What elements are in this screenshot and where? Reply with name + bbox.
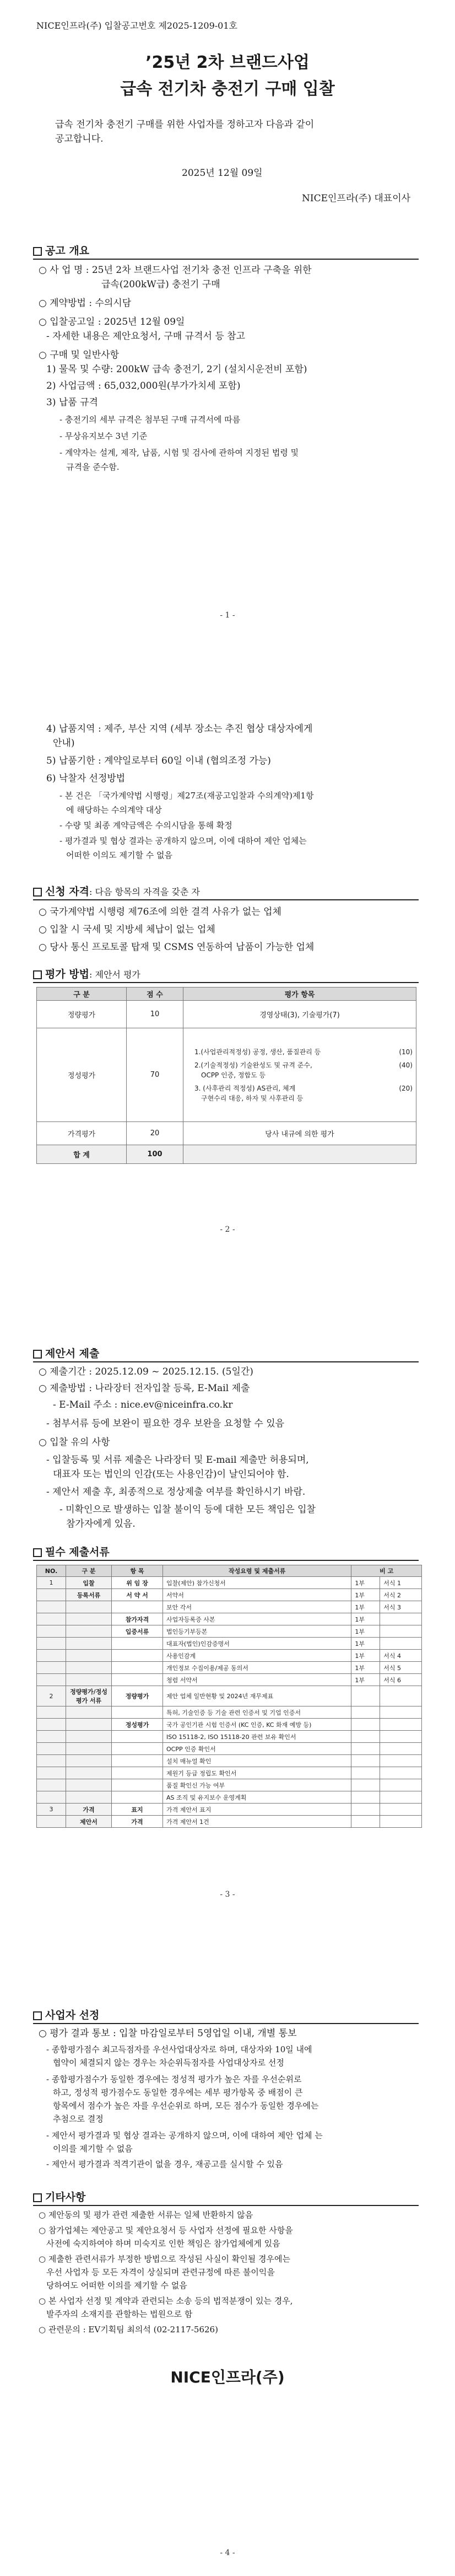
- table-row: [37, 1589, 422, 1601]
- misc-line: 당하여도 어떠한 이의를 제기할 수 없음: [46, 2280, 187, 2290]
- table-row: [37, 1662, 422, 1674]
- selection-line: - 제안서 평가결과 적격기관이 없을 경우, 재공고를 실시할 수 있음: [46, 2159, 283, 2169]
- table-cell: [112, 1791, 163, 1804]
- overview-line: - 충전기의 세부 규격은 첨부된 구매 규격서에 따름: [59, 415, 241, 425]
- table-cell: [380, 1706, 422, 1719]
- overview-line: - 무상유지보수 3년 기준: [59, 431, 148, 441]
- table-cell: 서식 4: [380, 1650, 422, 1662]
- table-cell: [112, 1731, 163, 1743]
- table-cell: 1부: [351, 1625, 380, 1638]
- table-cell: 3: [37, 1804, 66, 1816]
- table-row: [37, 1650, 422, 1662]
- table-cell: [66, 1706, 112, 1719]
- selection-line: ○ 평가 결과 통보 : 입찰 마감일로부터 5영업일 이내, 개별 통보: [39, 2028, 297, 2039]
- selection-line: 이의를 제기할 수 없음: [53, 2144, 133, 2154]
- table-cell: [66, 1601, 112, 1613]
- table-row: [37, 1731, 422, 1743]
- table-cell: [351, 1816, 380, 1828]
- table-cell: 1부: [351, 1601, 380, 1613]
- table-cell: [380, 1638, 422, 1650]
- overview-line: 2) 사업금액 : 65,032,000원(부가가치세 포함): [46, 380, 241, 391]
- overview-line: 안내): [53, 738, 75, 749]
- overview-line: - 평가결과 및 협상 결과는 공개하지 않으며, 이에 대하여 제안 업체는: [59, 836, 307, 846]
- overview-line: 5) 납품기한 : 계약일로부터 60일 이내 (협의조정 가능): [46, 755, 271, 766]
- submission-line: - 입찰등록 및 서류 제출은 나라장터 및 E-mail 제출만 허용되며,: [46, 1455, 309, 1466]
- table-cell: 서식 6: [380, 1674, 422, 1686]
- overview-line: - 본 건은 「국가계약법 시행령」제27조(재공고입찰과 수의계약)제1항: [59, 791, 314, 801]
- section-title-evaluation: 평가 방법: 제안서 평가: [33, 966, 419, 983]
- selection-line: - 제안서 평가결과 및 협상 결과는 공개하지 않으며, 이에 대하여 제안 업체 는: [46, 2130, 323, 2140]
- table-cell: 등록서류: [66, 1589, 112, 1601]
- table-cell: [37, 1613, 66, 1625]
- table-cell: [37, 1816, 66, 1828]
- table-cell: 가격 제안서 1건: [163, 1816, 351, 1828]
- table-cell: 제안 업체 일반현황 및 2024년 재무제표: [163, 1686, 351, 1706]
- submission-line: ○ 제출방법 : 나라장터 전자입찰 등록, E-Mail 제출: [39, 1383, 250, 1394]
- table-cell: [351, 1706, 380, 1719]
- table-cell: [37, 1674, 66, 1686]
- table-cell: 표지: [112, 1804, 163, 1816]
- table-cell: [37, 1767, 66, 1779]
- table-cell: [380, 1731, 422, 1743]
- checkbox-icon: [33, 888, 42, 897]
- table-cell: 사용인감계: [163, 1650, 351, 1662]
- page-number: - 3 -: [220, 1890, 235, 1899]
- submission-line: - 미확인으로 발생하는 입찰 불이익 등에 대한 모든 책임은 입찰: [59, 1504, 316, 1515]
- table-cell: [351, 1779, 380, 1791]
- table-row: [37, 1577, 422, 1589]
- table-cell: [66, 1625, 112, 1638]
- intro-line1: 급속 전기차 충전기 구매를 위한 사업자를 정하고자 다음과 같이: [55, 119, 315, 130]
- eligibility-line: ○ 입찰 시 국세 및 지방세 체납이 없는 업체: [39, 924, 215, 935]
- table-cell: 제원기 등급 정립도 확인서: [163, 1767, 351, 1779]
- eligibility-line: ○ 국가계약법 시행령 제76조에 의한 결격 사유가 없는 업체: [39, 906, 281, 917]
- table-cell: [351, 1719, 380, 1731]
- notice-number: NICE인프라(주) 입찰공고번호 제2025-1209-01호: [36, 20, 237, 31]
- table-cell: 국가 공인기관 시험 인증서 (KC 인증, KC 화재 예방 등): [163, 1719, 351, 1731]
- table-cell: [112, 1743, 163, 1755]
- overview-line: 급속(200kW급) 충전기 구매: [101, 279, 220, 290]
- overview-line: - 수량 및 최종 계약금액은 수의시담을 통해 확정: [59, 820, 232, 830]
- table-cell: AS 조직 및 유지보수 운영계획: [163, 1791, 351, 1804]
- checkbox-icon: [33, 970, 42, 979]
- overview-line: ○ 계약방법 : 수의시담: [39, 298, 132, 309]
- issuer: NICE인프라(주) 대표이사: [302, 193, 411, 204]
- submission-line: - 첨부서류 등에 보완이 필요한 경우 보완을 요청할 수 있음: [46, 1418, 285, 1429]
- section-title-submission: 제안서 제출: [33, 1345, 419, 1362]
- table-cell: 1부: [351, 1650, 380, 1662]
- table-cell: [37, 1638, 66, 1650]
- table-cell: [380, 1779, 422, 1791]
- table-cell: [112, 1674, 163, 1686]
- section-title-misc: 기타사항: [33, 2189, 419, 2206]
- table-cell: [37, 1779, 66, 1791]
- table-cell: 1부: [351, 1638, 380, 1650]
- table-cell: 서식 2: [380, 1589, 422, 1601]
- table-cell: [37, 1755, 66, 1767]
- table-cell: [112, 1706, 163, 1719]
- table-cell: [37, 1662, 66, 1674]
- table-cell: 서 약 서: [112, 1589, 163, 1601]
- checkbox-icon: [33, 1350, 42, 1359]
- table-cell: [37, 1791, 66, 1804]
- section-title-overview: 공고 개요: [33, 243, 419, 260]
- overview-line: 어떠한 이의도 제기할 수 없음: [66, 850, 172, 860]
- table-cell: [37, 1650, 66, 1662]
- table-row: [37, 1638, 422, 1650]
- table-cell: [380, 1755, 422, 1767]
- table-row: [37, 1719, 422, 1731]
- table-row: [37, 1791, 422, 1804]
- submission-line: - 제안서 제출 후, 최종적으로 정상제출 여부를 확인하시기 바람.: [46, 1486, 306, 1498]
- selection-line: 하고, 정성적 평가점수도 동일한 경우에는 세부 평가항목 중 배점이 큰: [53, 2087, 303, 2097]
- page-number: - 2 -: [220, 1225, 235, 1234]
- table-cell: OCPP 인증 확인서: [163, 1743, 351, 1755]
- table-cell: 품질 확인신 가능 여부: [163, 1779, 351, 1791]
- misc-line: 우선 사업자 등 모든 자격이 상실되며 관련규정에 따른 불이익을: [46, 2267, 275, 2277]
- table-cell: [66, 1755, 112, 1767]
- table-cell: [37, 1719, 66, 1731]
- table-cell: [66, 1613, 112, 1625]
- notice-date: 2025년 12월 09일: [182, 168, 263, 179]
- table-cell: [112, 1601, 163, 1613]
- table-cell: [66, 1638, 112, 1650]
- table-header: 구 분: [37, 988, 127, 1001]
- table-cell: 가격: [112, 1816, 163, 1828]
- table-cell: 가격: [66, 1804, 112, 1816]
- table-row-total: 합 계 100: [37, 1145, 416, 1164]
- misc-line: ○ 제출한 관련서류가 부정한 방법으로 작성된 사실이 확인될 경우에는: [39, 2254, 290, 2264]
- section-title-eligibility: 신청 자격: 다음 항목의 자격을 갖춘 자: [33, 883, 419, 900]
- checkbox-icon: [33, 247, 42, 256]
- table-cell: [66, 1662, 112, 1674]
- table-cell: [351, 1791, 380, 1804]
- table-cell: [112, 1650, 163, 1662]
- selection-line: 협약이 체결되지 않는 경우는 차순위득점자를 사업대상자로 선정: [53, 2058, 284, 2068]
- table-cell: [380, 1767, 422, 1779]
- table-row: [37, 1816, 422, 1828]
- overview-line: 1) 물목 및 수량: 200kW 급속 충전기, 2기 (설치시운전비 포함): [46, 364, 307, 375]
- table-header: 점 수: [127, 988, 183, 1001]
- table-cell: 정성평가: [112, 1719, 163, 1731]
- checkbox-icon: [33, 2193, 42, 2202]
- submission-line: 참가자에게 있음.: [66, 1518, 136, 1530]
- table-cell: 제안서: [66, 1816, 112, 1828]
- table-row: [37, 1686, 422, 1706]
- page-number: - 1 -: [220, 611, 235, 620]
- table-row: [37, 1601, 422, 1613]
- checkbox-icon: [33, 2011, 42, 2020]
- table-cell: [380, 1791, 422, 1804]
- overview-line: - 계약자는 설계, 제작, 납품, 시험 및 검사에 관하여 지정된 법령 및: [59, 448, 299, 458]
- table-cell: [351, 1731, 380, 1743]
- selection-line: - 종합평가점수가 동일한 경우에는 정성적 평가가 높은 자를 우선순위로: [46, 2074, 302, 2084]
- overview-line: ○ 사 업 명 : 25년 2차 브랜드사업 전기차 충전 인프라 구축을 위한: [39, 265, 312, 276]
- table-cell: [37, 1625, 66, 1638]
- table-cell: 1: [37, 1577, 66, 1589]
- table-cell: [380, 1816, 422, 1828]
- table-cell: 정량평가: [112, 1686, 163, 1706]
- table-cell: [112, 1638, 163, 1650]
- selection-line: - 종합평가점수 최고득점자를 우선사업대상자로 하며, 대상자와 10일 내에: [46, 2044, 312, 2054]
- misc-line: ○ 참가업체는 제안공고 및 제안요청서 등 사업자 선정에 필요한 사항을: [39, 2225, 293, 2235]
- table-cell: 입찰(제안) 참가신청서: [163, 1577, 351, 1589]
- intro-line2: 공고합니다.: [55, 133, 104, 144]
- table-cell: [380, 1625, 422, 1638]
- table-cell: 사업자등록증 사본: [163, 1613, 351, 1625]
- required-docs-table: NO. 구 분 항 목 작성요령 및 제출서류 비 고 1 입찰 위 임 장 입찰(제안) 참가신청서 1부 서식 1 등록서류 서 약 서 서약서 1부 서식 2 보안 각서 1부 서식 3 참가자격 사업자등록증 사본 1부 입증서류 법인등기부등본 1부 대표자(법인)인감증명서 1부 사용인감계 1부 서식 4 개인정보 수집이용/제공 동의서 1부 서식 5 청렴 서약서 1부 서식 6 2 정량평가/정성평가 서류 정량평가 제안 업체 일반현황 및 2024년 재무제표 특허, 기술인증 등 기술 관련 인증서 및 기업 인증서 정성평가 국가 공인기관 시험 인증서 (KC 인증, KC 화재 예방 등) ISO 15118-2, ISO 15118-20 관련 보유 확인서 OCPP 인증 확인서 설치 매뉴얼 확인 제원기 등급 정립도 확인서 품질 확인신 가능 여부 AS 조직 및 유지보수 운영계획 3 가격 표지 가격 제안서 표지 제안서 가격 가격 제안서 1건: [36, 1565, 422, 1828]
- table-cell: [380, 1804, 422, 1816]
- table-cell: [351, 1767, 380, 1779]
- table-cell: [37, 1589, 66, 1601]
- table-cell: [37, 1706, 66, 1719]
- misc-line: ○ 제안동의 및 평가 관련 제출한 서류는 일체 반환하지 않음: [39, 2210, 253, 2220]
- table-cell: 대표자(법인)인감증명서: [163, 1638, 351, 1650]
- eligibility-line: ○ 당사 통신 프로토콜 탑재 및 CSMS 연동하여 납품이 가능한 업체: [39, 942, 315, 953]
- table-cell: 법인등기부등본: [163, 1625, 351, 1638]
- table-row: 정성평가 70 1.(사업관리적정성) 공정, 생산, 품질관리 등 (10) 2.(기술적정성) 기술완성도 및 규격 준수, (40) OCPP 인증, 정합도 등 3. (사후관리 적정성) AS관리, 체계 (20) 구현수리 대응, 하자 및 사후관리 등: [37, 1028, 416, 1122]
- misc-line: 사전에 숙지하여야 하며 미숙지로 인한 책임은 참가업체에게 있음: [46, 2239, 280, 2248]
- table-row: [37, 1613, 422, 1625]
- table-cell: 1부: [351, 1589, 380, 1601]
- table-row: [37, 1743, 422, 1755]
- overview-line: 3) 납품 규격: [46, 397, 98, 408]
- table-cell: 서식 3: [380, 1601, 422, 1613]
- table-cell: [37, 1743, 66, 1755]
- table-cell: [351, 1804, 380, 1816]
- table-cell: [66, 1743, 112, 1755]
- table-cell: 1부: [351, 1662, 380, 1674]
- table-cell: 1부: [351, 1613, 380, 1625]
- table-row: [37, 1767, 422, 1779]
- submission-line: - E-Mail 주소 : nice.ev@niceinfra.co.kr: [53, 1399, 233, 1410]
- misc-line: ○ 관련문의 : EV기획팀 최의석 (02-2117-5626): [39, 2325, 218, 2334]
- table-cell: [66, 1779, 112, 1791]
- table-cell: 입증서류: [112, 1625, 163, 1638]
- table-row: [37, 1674, 422, 1686]
- table-cell: [380, 1743, 422, 1755]
- selection-line: 추첨으로 결정: [53, 2114, 104, 2124]
- section-title-required-docs: 필수 제출서류: [33, 1544, 419, 1561]
- overview-line: - 자세한 내용은 제안요청서, 구매 규격서 등 참고: [46, 331, 245, 342]
- overview-line: 4) 납품지역 : 제주, 부산 지역 (세부 장소는 추진 협상 대상자에게: [46, 723, 313, 734]
- table-cell: [380, 1719, 422, 1731]
- doc-title-line1: ’25년 2차 브랜드사업: [145, 53, 310, 72]
- table-row: 정량평가 10 경영상태(3), 기술평가(7): [37, 1001, 416, 1028]
- table-cell: [351, 1686, 380, 1706]
- table-row: [37, 1706, 422, 1719]
- table-header: 평가 항목: [183, 988, 416, 1001]
- table-cell: [351, 1743, 380, 1755]
- table-cell: 서약서: [163, 1589, 351, 1601]
- table-cell: [66, 1674, 112, 1686]
- submission-line: ○ 제출기간 : 2025.12.09 ~ 2025.12.15. (5일간): [39, 1366, 253, 1377]
- table-cell: [66, 1650, 112, 1662]
- table-row: 가격평가 20 당사 내규에 의한 평가: [37, 1122, 416, 1145]
- table-cell: [380, 1686, 422, 1706]
- table-row: [37, 1755, 422, 1767]
- selection-line: 항목에서 점수가 높은 자를 우선순위로 하며, 모든 점수가 동일한 경우에는: [53, 2101, 319, 2111]
- table-cell: 설치 매뉴얼 확인: [163, 1755, 351, 1767]
- table-cell: 1부: [351, 1674, 380, 1686]
- overview-line: 규격을 준수함.: [66, 462, 120, 472]
- table-cell: [66, 1767, 112, 1779]
- table-cell: 1부: [351, 1577, 380, 1589]
- submission-line: ○ 입찰 유의 사항: [39, 1437, 110, 1448]
- table-cell: 서식 1: [380, 1577, 422, 1589]
- table-cell: [380, 1613, 422, 1625]
- table-row: [37, 1804, 422, 1816]
- table-cell: 위 임 장: [112, 1577, 163, 1589]
- table-cell: 개인정보 수집이용/제공 동의서: [163, 1662, 351, 1674]
- footer-company: NICE인프라(주): [170, 2368, 285, 2386]
- checkbox-icon: [33, 1548, 42, 1557]
- table-cell: 특허, 기술인증 등 기술 관련 인증서 및 기업 인증서: [163, 1706, 351, 1719]
- table-cell: [112, 1779, 163, 1791]
- table-cell: 정량평가/정성평가 서류: [66, 1686, 112, 1706]
- table-cell: 가격 제안서 표지: [163, 1804, 351, 1816]
- page-number: - 4 -: [220, 2548, 235, 2557]
- table-cell: 2: [37, 1686, 66, 1706]
- table-cell: ISO 15118-2, ISO 15118-20 관련 보유 확인서: [163, 1731, 351, 1743]
- table-cell: 서식 5: [380, 1662, 422, 1674]
- table-cell: [112, 1755, 163, 1767]
- misc-line: 발주자의 소재지를 관할하는 법원으로 함: [46, 2309, 193, 2319]
- table-cell: [112, 1767, 163, 1779]
- table-cell: [66, 1719, 112, 1731]
- table-cell: 보안 각서: [163, 1601, 351, 1613]
- table-cell: 청렴 서약서: [163, 1674, 351, 1686]
- table-cell: [37, 1731, 66, 1743]
- table-cell: [112, 1662, 163, 1674]
- evaluation-table: [36, 987, 416, 1164]
- table-row: [37, 1779, 422, 1791]
- overview-line: 에 해당하는 수의계약 대상: [66, 805, 162, 815]
- submission-line: 대표자 또는 법인의 인감(또는 사용인감)이 날인되어야 함.: [53, 1469, 289, 1480]
- overview-line: ○ 구매 및 일반사항: [39, 350, 119, 361]
- table-cell: [66, 1791, 112, 1804]
- section-title-selection: 사업자 선정: [33, 2007, 419, 2024]
- table-cell: 참가자격: [112, 1613, 163, 1625]
- misc-line: ○ 본 사업자 선정 및 계약과 관련되는 소송 등의 법적분쟁이 있는 경우,: [39, 2296, 293, 2306]
- table-cell: 입찰: [66, 1577, 112, 1589]
- overview-line: 6) 낙찰자 선정방법: [46, 773, 126, 784]
- overview-line: ○ 입찰공고일 : 2025년 12월 09일: [39, 316, 185, 328]
- table-row: [37, 1625, 422, 1638]
- table-cell: [37, 1601, 66, 1613]
- table-cell: [351, 1755, 380, 1767]
- table-cell: [66, 1731, 112, 1743]
- doc-title-line2: 급속 전기차 충전기 구매 입찰: [120, 79, 335, 99]
